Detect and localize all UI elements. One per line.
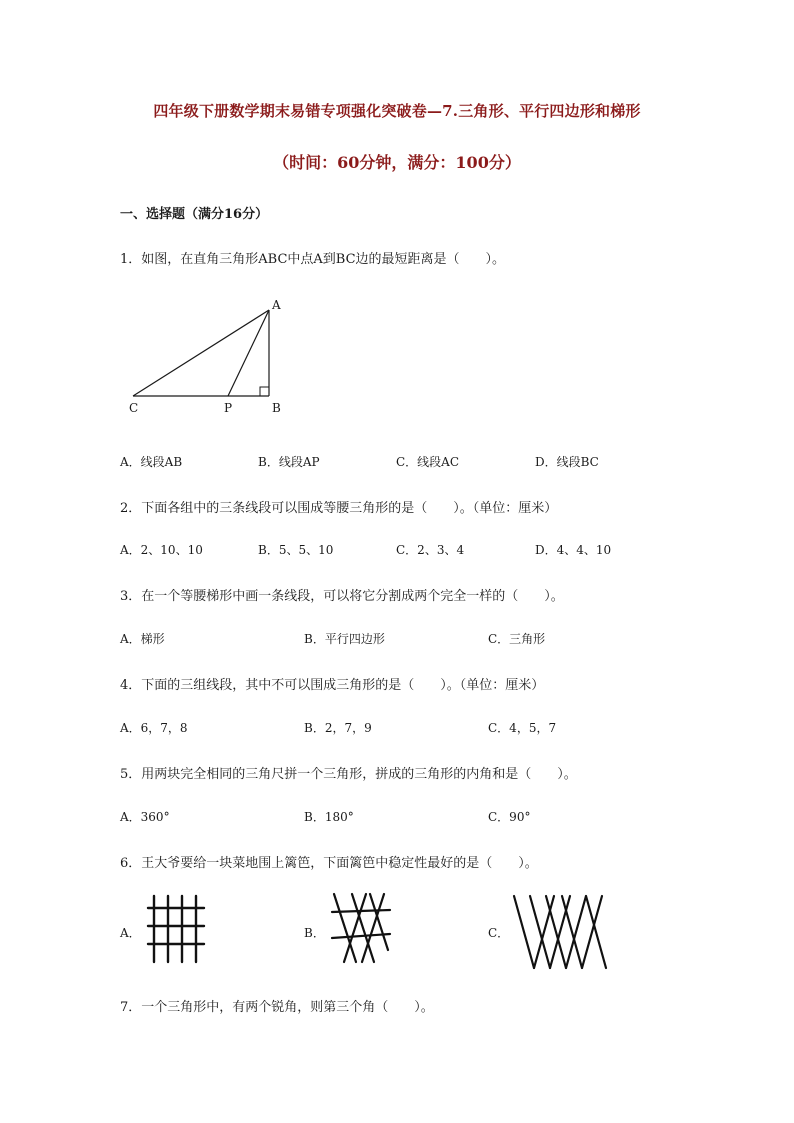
q3-option-b: B．平行四边形	[304, 632, 385, 646]
q6-option-c: C．	[488, 926, 510, 940]
q4-option-a: A．6，7，8	[120, 721, 188, 735]
fence-cross-image	[330, 890, 392, 966]
q2-option-d: D．4、4、10	[535, 543, 612, 557]
q2-option-b: B．5、5、10	[258, 543, 334, 557]
right-angle-mark	[260, 387, 269, 396]
question-7: 7．一个三角形中，有两个锐角，则第三个角（ ）。	[120, 1000, 434, 1015]
q1-option-a: A．线段AB	[120, 455, 183, 469]
paper-title: 四年级下册数学期末易错专项强化突破卷—7.三角形、平行四边形和梯形	[153, 102, 641, 120]
q5-option-c: C．90°	[488, 810, 531, 824]
label-c: C	[129, 401, 139, 415]
question-3: 3．在一个等腰梯形中画一条线段，可以将它分割成两个完全一样的（ ）。	[120, 589, 564, 604]
fence-grid-image	[146, 892, 208, 968]
question-5: 5．用两块完全相同的三角尺拼一个三角形，拼成的三角形的内角和是（ ）。	[120, 767, 577, 782]
label-a: A	[272, 298, 281, 312]
question-6: 6．王大爷要给一块菜地围上篱笆，下面篱笆中稳定性最好的是（ ）。	[120, 856, 538, 871]
fence-diagonal-image	[510, 892, 610, 972]
q4-option-b: B．2，7，9	[304, 721, 372, 735]
q2-option-c: C．2、3、4	[396, 543, 465, 557]
q4-option-c: C．4，5，7	[488, 721, 557, 735]
q5-option-b: B．180°	[304, 810, 354, 824]
label-p: P	[224, 401, 233, 415]
triangle-figure	[120, 290, 300, 420]
paper-subtitle: （时间：60分钟，满分：100分）	[273, 153, 521, 172]
section-heading: 一、选择题（满分16分）	[120, 207, 269, 222]
q6-option-b: B．	[304, 926, 325, 940]
q5-option-a: A．360°	[120, 810, 170, 824]
question-2: 2．下面各组中的三条线段可以围成等腰三角形的是（ ）。（单位：厘米）	[120, 501, 558, 516]
question-1: 1．如图，在直角三角形ABC中点A到BC边的最短距离是（ ）。	[120, 252, 506, 267]
q6-option-a: A．	[120, 926, 141, 940]
q1-option-b: B．线段AP	[258, 455, 320, 469]
question-4: 4．下面的三组线段，其中不可以围成三角形的是（ ）。（单位：厘米）	[120, 678, 545, 693]
q3-option-a: A．梯形	[120, 632, 165, 646]
q3-option-c: C．三角形	[488, 632, 546, 646]
label-b: B	[272, 401, 281, 415]
q1-option-d: D．线段BC	[535, 455, 599, 469]
q2-option-a: A．2、10、10	[120, 543, 203, 557]
q1-option-c: C．线段AC	[396, 455, 460, 469]
